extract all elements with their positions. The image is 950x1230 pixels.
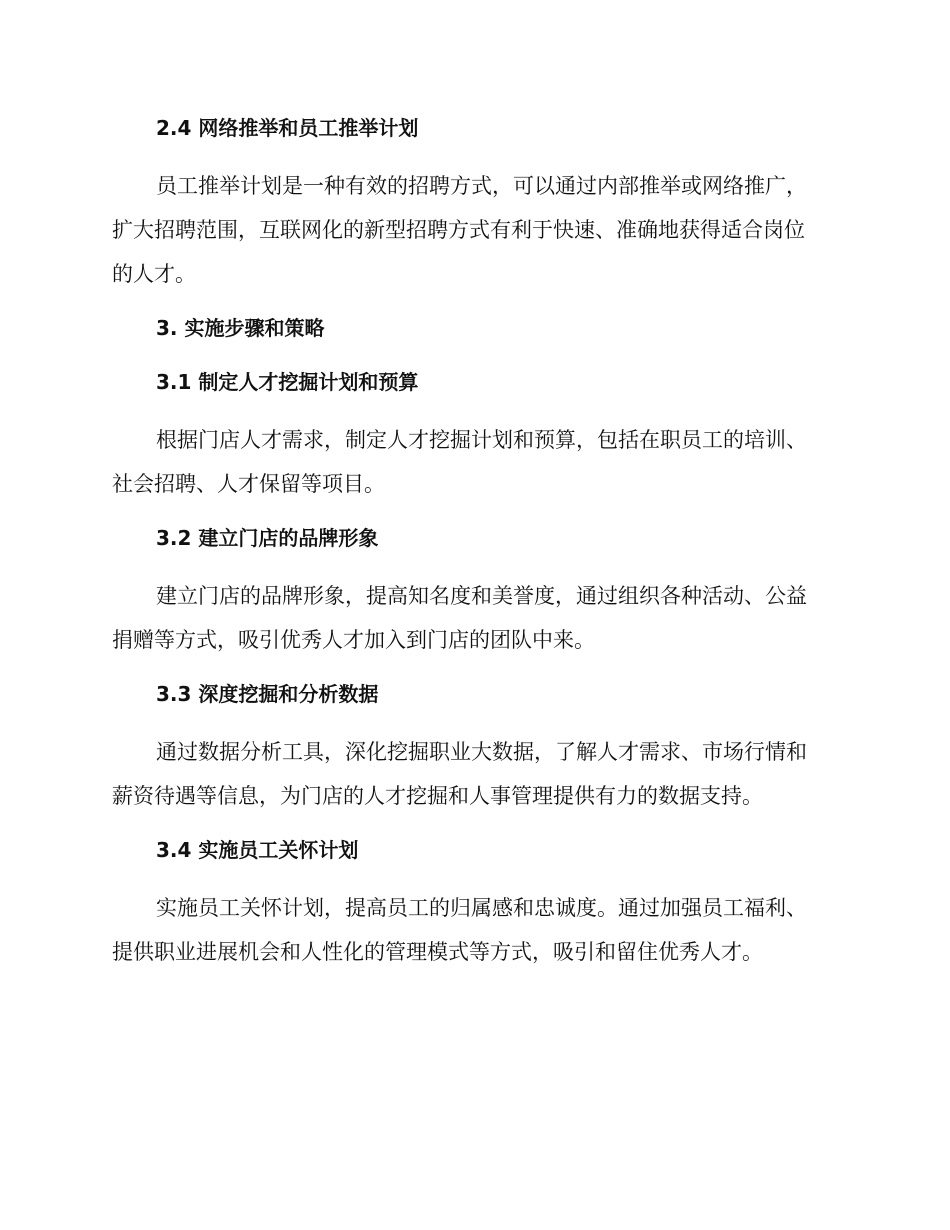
section-paragraph-3-4: [112, 886, 834, 974]
document-content: [112, 110, 834, 988]
section-heading-3: 3. 实施步骤和策略: [156, 316, 325, 340]
paragraph-line: 捐赠等方式，吸引优秀人才加入到门店的团队中来。: [112, 628, 595, 652]
paragraph-line: 实施员工关怀计划，提高员工的归属感和忠诚度。通过加强员工福利、: [156, 896, 807, 920]
section-heading-3-1: 3.1 制定人才挖掘计划和预算: [156, 370, 419, 394]
section-heading-3-3: 3.3 深度挖掘和分析数据: [156, 682, 379, 706]
paragraph-line: 根据门店人才需求，制定人才挖掘计划和预算，包括在职员工的培训、: [156, 428, 807, 452]
paragraph-line: 建立门店的品牌形象，提高知名度和美誉度，通过组织各种活动、公益: [156, 584, 807, 608]
section-heading-3-2: 3.2 建立门店的品牌形象: [156, 526, 379, 550]
paragraph-line: 通过数据分析工具，深化挖掘职业大数据，了解人才需求、市场行情和: [156, 740, 807, 764]
section-paragraph-3-2: [112, 574, 834, 662]
paragraph-line: 提供职业进展机会和人性化的管理模式等方式，吸引和留住优秀人才。: [112, 940, 763, 964]
section-paragraph-3-3: [112, 730, 834, 818]
paragraph-line: 社会招聘、人才保留等项目。: [112, 472, 385, 496]
paragraph-line: 员工推举计划是一种有效的招聘方式，可以通过内部推举或网络推广，: [156, 174, 807, 198]
section-heading-3-4: 3.4 实施员工关怀计划: [156, 838, 359, 862]
paragraph-line: 薪资待遇等信息，为门店的人才挖掘和人事管理提供有力的数据支持。: [112, 784, 763, 808]
section-paragraph-3-1: [112, 418, 834, 506]
section-paragraph-2-4: [112, 164, 834, 296]
paragraph-line: 的人才。: [112, 262, 196, 286]
paragraph-line: 扩大招聘范围，互联网化的新型招聘方式有利于快速、准确地获得适合岗位: [112, 218, 805, 242]
section-heading-2-4: 2.4 网络推举和员工推举计划: [156, 116, 419, 140]
